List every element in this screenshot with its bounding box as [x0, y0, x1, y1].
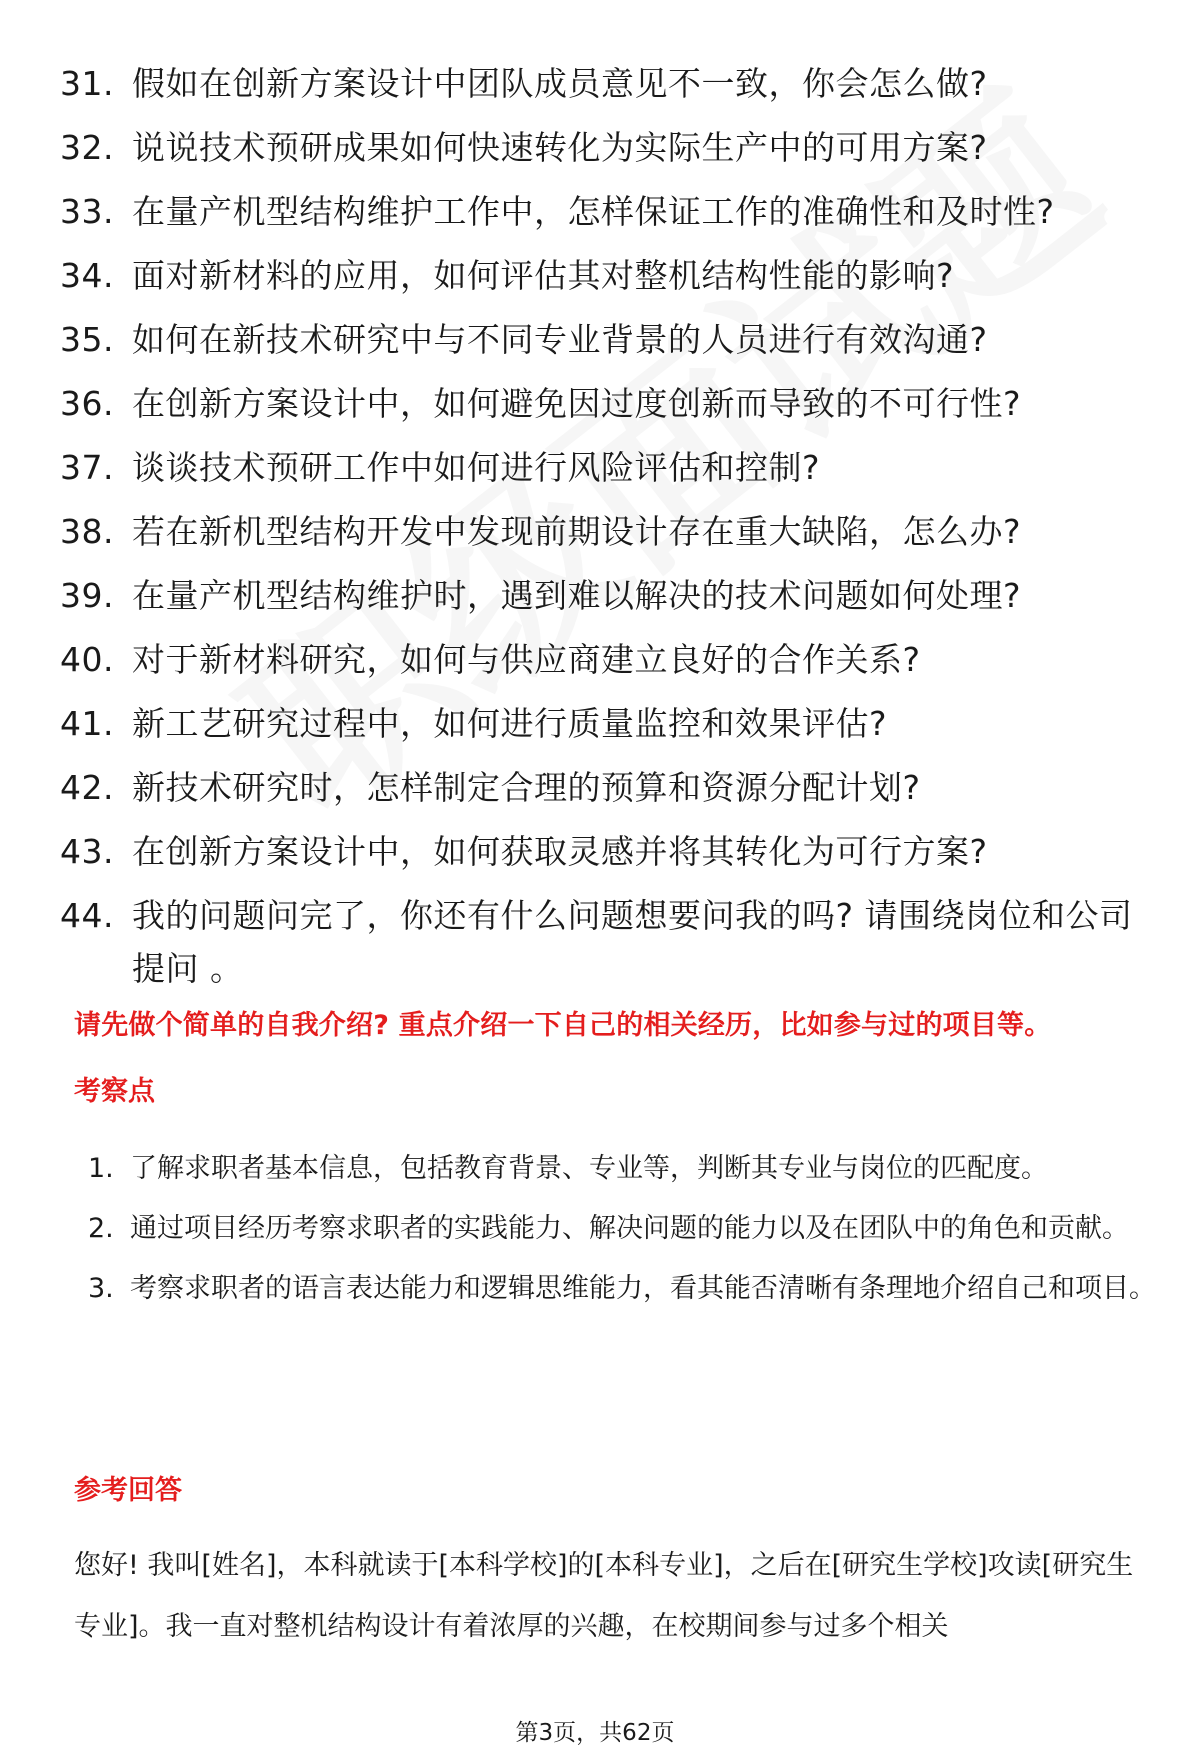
question-text: 若在新机型结构开发中发现前期设计存在重大缺陷，怎么办?: [132, 512, 1022, 551]
point-item: [88, 1260, 1158, 1318]
question-text: 新技术研究时，怎样制定合理的预算和资源分配计划?: [132, 768, 921, 807]
point-item: [88, 1140, 1158, 1198]
question-item: [60, 756, 1150, 820]
point-text: 通过项目经历考察求职者的实践能力、解决问题的能力以及在团队中的角色和贡献。: [130, 1213, 1129, 1244]
question-item: [60, 500, 1150, 564]
point-text: 考察求职者的语言表达能力和逻辑思维能力，看其能否清晰有条理地介绍自己和项目。: [130, 1273, 1156, 1304]
question-text: 在创新方案设计中，如何获取灵感并将其转化为可行方案?: [132, 832, 988, 871]
question-number: 35.: [60, 320, 114, 359]
question-text: 假如在创新方案设计中团队成员意见不一致，你会怎么做?: [132, 64, 988, 103]
section-heading-answer: 参考回答: [74, 1475, 182, 1506]
point-number: 3.: [88, 1273, 114, 1304]
question-number: 43.: [60, 832, 114, 871]
section-heading-points: 考察点: [74, 1076, 155, 1107]
question-text: 面对新材料的应用，如何评估其对整机结构性能的影响?: [132, 256, 955, 295]
point-text: 了解求职者基本信息，包括教育背景、专业等，判断其专业与岗位的匹配度。: [130, 1153, 1048, 1184]
question-text: 在量产机型结构维护时，遇到难以解决的技术问题如何处理?: [132, 576, 1022, 615]
question-item: [60, 308, 1150, 372]
answer-paragraph: 您好! 我叫[姓名]，本科就读于[本科学校]的[本科专业]，之后在[研究生学校]攻读[研究生专业]。我一直对整机结构设计有着浓厚的兴趣，在校期间参与过多个相关: [74, 1550, 1134, 1642]
question-item: [60, 436, 1150, 500]
question-number: 36.: [60, 384, 114, 423]
featured-question: 请先做个简单的自我介绍? 重点介绍一下自己的相关经历，比如参与过的项目等。: [74, 1010, 1052, 1041]
question-list: [60, 52, 1150, 995]
point-item: [88, 1200, 1158, 1258]
question-item: [60, 52, 1150, 116]
question-number: 37.: [60, 448, 114, 487]
question-item: [60, 889, 1150, 995]
question-item: [60, 628, 1150, 692]
question-text: 对于新材料研究，如何与供应商建立良好的合作关系?: [132, 640, 921, 679]
points-list: [88, 1140, 1158, 1320]
question-number: 33.: [60, 192, 114, 231]
question-item: [60, 692, 1150, 756]
question-item: [60, 116, 1150, 180]
question-text: 在创新方案设计中，如何避免因过度创新而导致的不可行性?: [132, 384, 1022, 423]
question-text: 说说技术预研成果如何快速转化为实际生产中的可用方案?: [132, 128, 988, 167]
question-number: 44.: [60, 896, 114, 935]
question-item: [60, 372, 1150, 436]
question-text: 我的问题问完了，你还有什么问题想要问我的吗? 请围绕岗位和公司提问 。: [132, 896, 1133, 988]
question-item: [60, 180, 1150, 244]
question-number: 40.: [60, 640, 114, 679]
question-text: 如何在新技术研究中与不同专业背景的人员进行有效沟通?: [132, 320, 988, 359]
question-number: 38.: [60, 512, 114, 551]
question-number: 31.: [60, 64, 114, 103]
question-text: 在量产机型结构维护工作中，怎样保证工作的准确性和及时性?: [132, 192, 1055, 231]
question-number: 32.: [60, 128, 114, 167]
question-number: 42.: [60, 768, 114, 807]
question-number: 34.: [60, 256, 114, 295]
page-footer: 第3页，共62页: [515, 1720, 675, 1746]
question-item: [60, 820, 1150, 884]
question-text: 谈谈技术预研工作中如何进行风险评估和控制?: [132, 448, 821, 487]
question-number: 41.: [60, 704, 114, 743]
question-item: [60, 244, 1150, 308]
point-number: 1.: [88, 1153, 114, 1184]
question-number: 39.: [60, 576, 114, 615]
point-number: 2.: [88, 1213, 114, 1244]
question-item: [60, 564, 1150, 628]
question-text: 新工艺研究过程中，如何进行质量监控和效果评估?: [132, 704, 888, 743]
